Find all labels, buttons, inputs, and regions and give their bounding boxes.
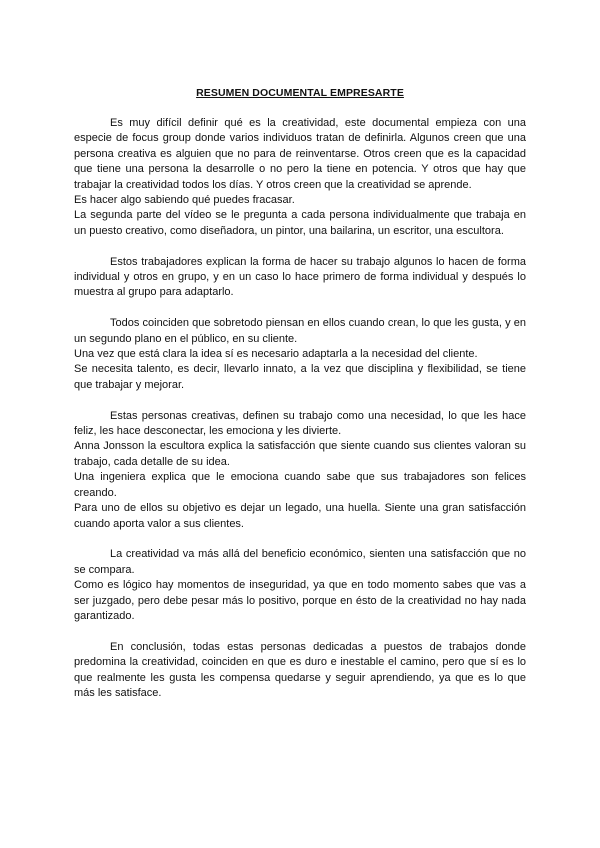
paragraph-2: Es hacer algo sabiendo qué puedes fracasar. xyxy=(74,194,295,207)
paragraph-4: Estos trabajadores explican la forma de hacer su trabajo algunos lo hacen de forma individual y otros en grupo, y en un caso lo hace primero de forma individual y después lo muestra al grupo para adaptarlo. xyxy=(74,255,526,299)
paragraph-13: Como es lógico hay momentos de inseguridad, ya que en todo momento sabes que vas a ser juzgado, pero debe pesar más lo positivo, porque en ésto de la creatividad no hay nada garantizado. xyxy=(74,579,526,622)
paragraph-8: Estas personas creativas, definen su trabajo como una necesidad, lo que les hace feliz, les hace desconectar, les emociona y les divierte. xyxy=(74,409,526,438)
document-body xyxy=(74,116,526,701)
paragraph-10: Una ingeniera explica que le emociona cuando sabe que sus trabajadores son felices creando. xyxy=(74,471,526,499)
paragraph-1: Es muy difícil definir qué es la creatividad, este documental empieza con una especie de focus group donde varios individuos tratan de definirla. Algunos creen que una persona creativa es alguien que no para de reinventarse. Otros creen que es la capacidad que tiene una persona la desarrolle o no pero la tiene en potencia. Y otros que hay que trabajar la creatividad todos los días. Y otros creen que la creatividad se aprende. xyxy=(74,117,526,191)
paragraph-6: Una vez que está clara la idea sí es necesario adaptarla a la necesidad del cliente. xyxy=(74,348,478,361)
paragraph-5: Todos coinciden que sobretodo piensan en ellos cuando crean, lo que les gusta, y en un segundo plano en el público, en su cliente. xyxy=(74,317,526,345)
paragraph-7: Se necesita talento, es decir, llevarlo innato, a la vez que disciplina y flexibilidad, se tiene que trabajar y mejorar. xyxy=(74,363,526,391)
document-title: RESUMEN DOCUMENTAL EMPRESARTE xyxy=(196,87,404,99)
paragraph-spacer xyxy=(74,393,526,408)
paragraph-12: La creatividad va más allá del beneficio económico, sienten una satisfacción que no se compara. xyxy=(74,548,526,576)
paragraph-3: La segunda parte del vídeo se le pregunta a cada persona individualmente que trabaja en un puesto creativo, como diseñadora, un pintor, una bailarina, un escritor, una escultora. xyxy=(74,209,526,237)
paragraph-spacer xyxy=(74,239,526,254)
paragraph-spacer xyxy=(74,532,526,547)
paragraph-9: Anna Jonsson la escultora explica la satisfacción que siente cuando sus clientes valoran su trabajo, cada detalle de su idea. xyxy=(74,440,526,468)
paragraph-14: En conclusión, todas estas personas dedicadas a puestos de trabajos donde predomina la creatividad, coinciden en que es duro e inestable el camino, pero que sí es lo que realmente les gusta les compensa quedarse y seguir aprendiendo, ya que es lo que más les satisface. xyxy=(74,640,526,699)
paragraph-spacer xyxy=(74,624,526,639)
paragraph-spacer xyxy=(74,301,526,316)
paragraph-11: Para uno de ellos su objetivo es dejar un legado, una huella. Siente una gran satisfacción cuando aporta valor a sus clientes. xyxy=(74,502,526,530)
